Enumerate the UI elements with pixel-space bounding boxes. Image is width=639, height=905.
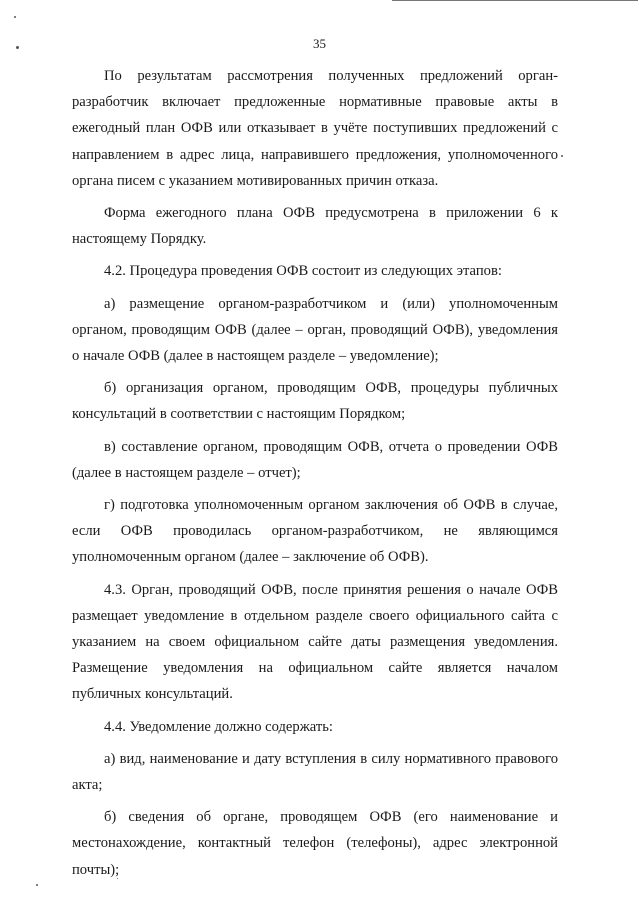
paragraph-4-2-a: а) размещение органом-разработчиком и (или) уполномоченным органом, проводящим ОФВ (далее – орган, проводящий ОФВ), уведомления о начале ОФВ (далее в настоящем разделе – уведомление);	[72, 295, 558, 365]
paragraph-4-2-heading: 4.2. Процедура проведения ОФВ состоит из следующих этапов:	[104, 263, 502, 280]
paragraph-4-3: 4.3. Орган, проводящий ОФВ, после принятия решения о начале ОФВ размещает уведомление в отдельном разделе своего официального сайта с указанием на своем официальном сайте даты размещения уведомления. Размещение уведомления на официальном сайте является началом публичных консультаций.	[72, 581, 558, 703]
paragraph-4-2-b: б) организация органом, проводящим ОФВ, процедуры публичных консультаций в соответствии с настоящим Порядком;	[72, 380, 558, 423]
document-body	[72, 63, 558, 889]
paragraph-4-4-a: а) вид, наименование и дату вступления в силу нормативного правового акта;	[72, 750, 558, 794]
paragraph-4-4-b: б) сведения об органе, проводящем ОФВ (его наименование и местонахождение, контактный телефон (телефоны), адрес электронной почты);	[72, 809, 558, 878]
paragraph-4-2-v: в) составление органом, проводящим ОФВ, отчета о проведении ОФВ (далее в настоящем разделе – отчет);	[72, 438, 558, 481]
paragraph-plan-decision: По результатам рассмотрения полученных предложений орган-разработчик включает предложенные нормативные правовые акты в ежегодный план ОФВ или отказывает в учёте поступивших предложений с направлением в адрес лица, направившего предложения, уполномоченного органа писем с указанием мотивированных причин отказа.	[72, 68, 558, 189]
scan-speck	[14, 16, 16, 18]
paragraph-4-2-g: г) подготовка уполномоченным органом заключения об ОФВ в случае, если ОФВ проводилась органом-разработчиком, не являющимся уполномоченным органом (далее – заключение об ОФВ).	[72, 497, 558, 566]
scan-speck	[36, 884, 38, 886]
scan-edge-mark	[392, 0, 638, 1]
scan-speck	[16, 46, 19, 49]
scan-speck	[561, 155, 563, 157]
paragraph-4-4-heading: 4.4. Уведомление должно содержать:	[104, 718, 333, 735]
page-number: 35	[313, 36, 326, 51]
paragraph-plan-form: Форма ежегодного плана ОФВ предусмотрена в приложении 6 к настоящему Порядку.	[72, 205, 558, 248]
scan-speck	[117, 878, 118, 879]
